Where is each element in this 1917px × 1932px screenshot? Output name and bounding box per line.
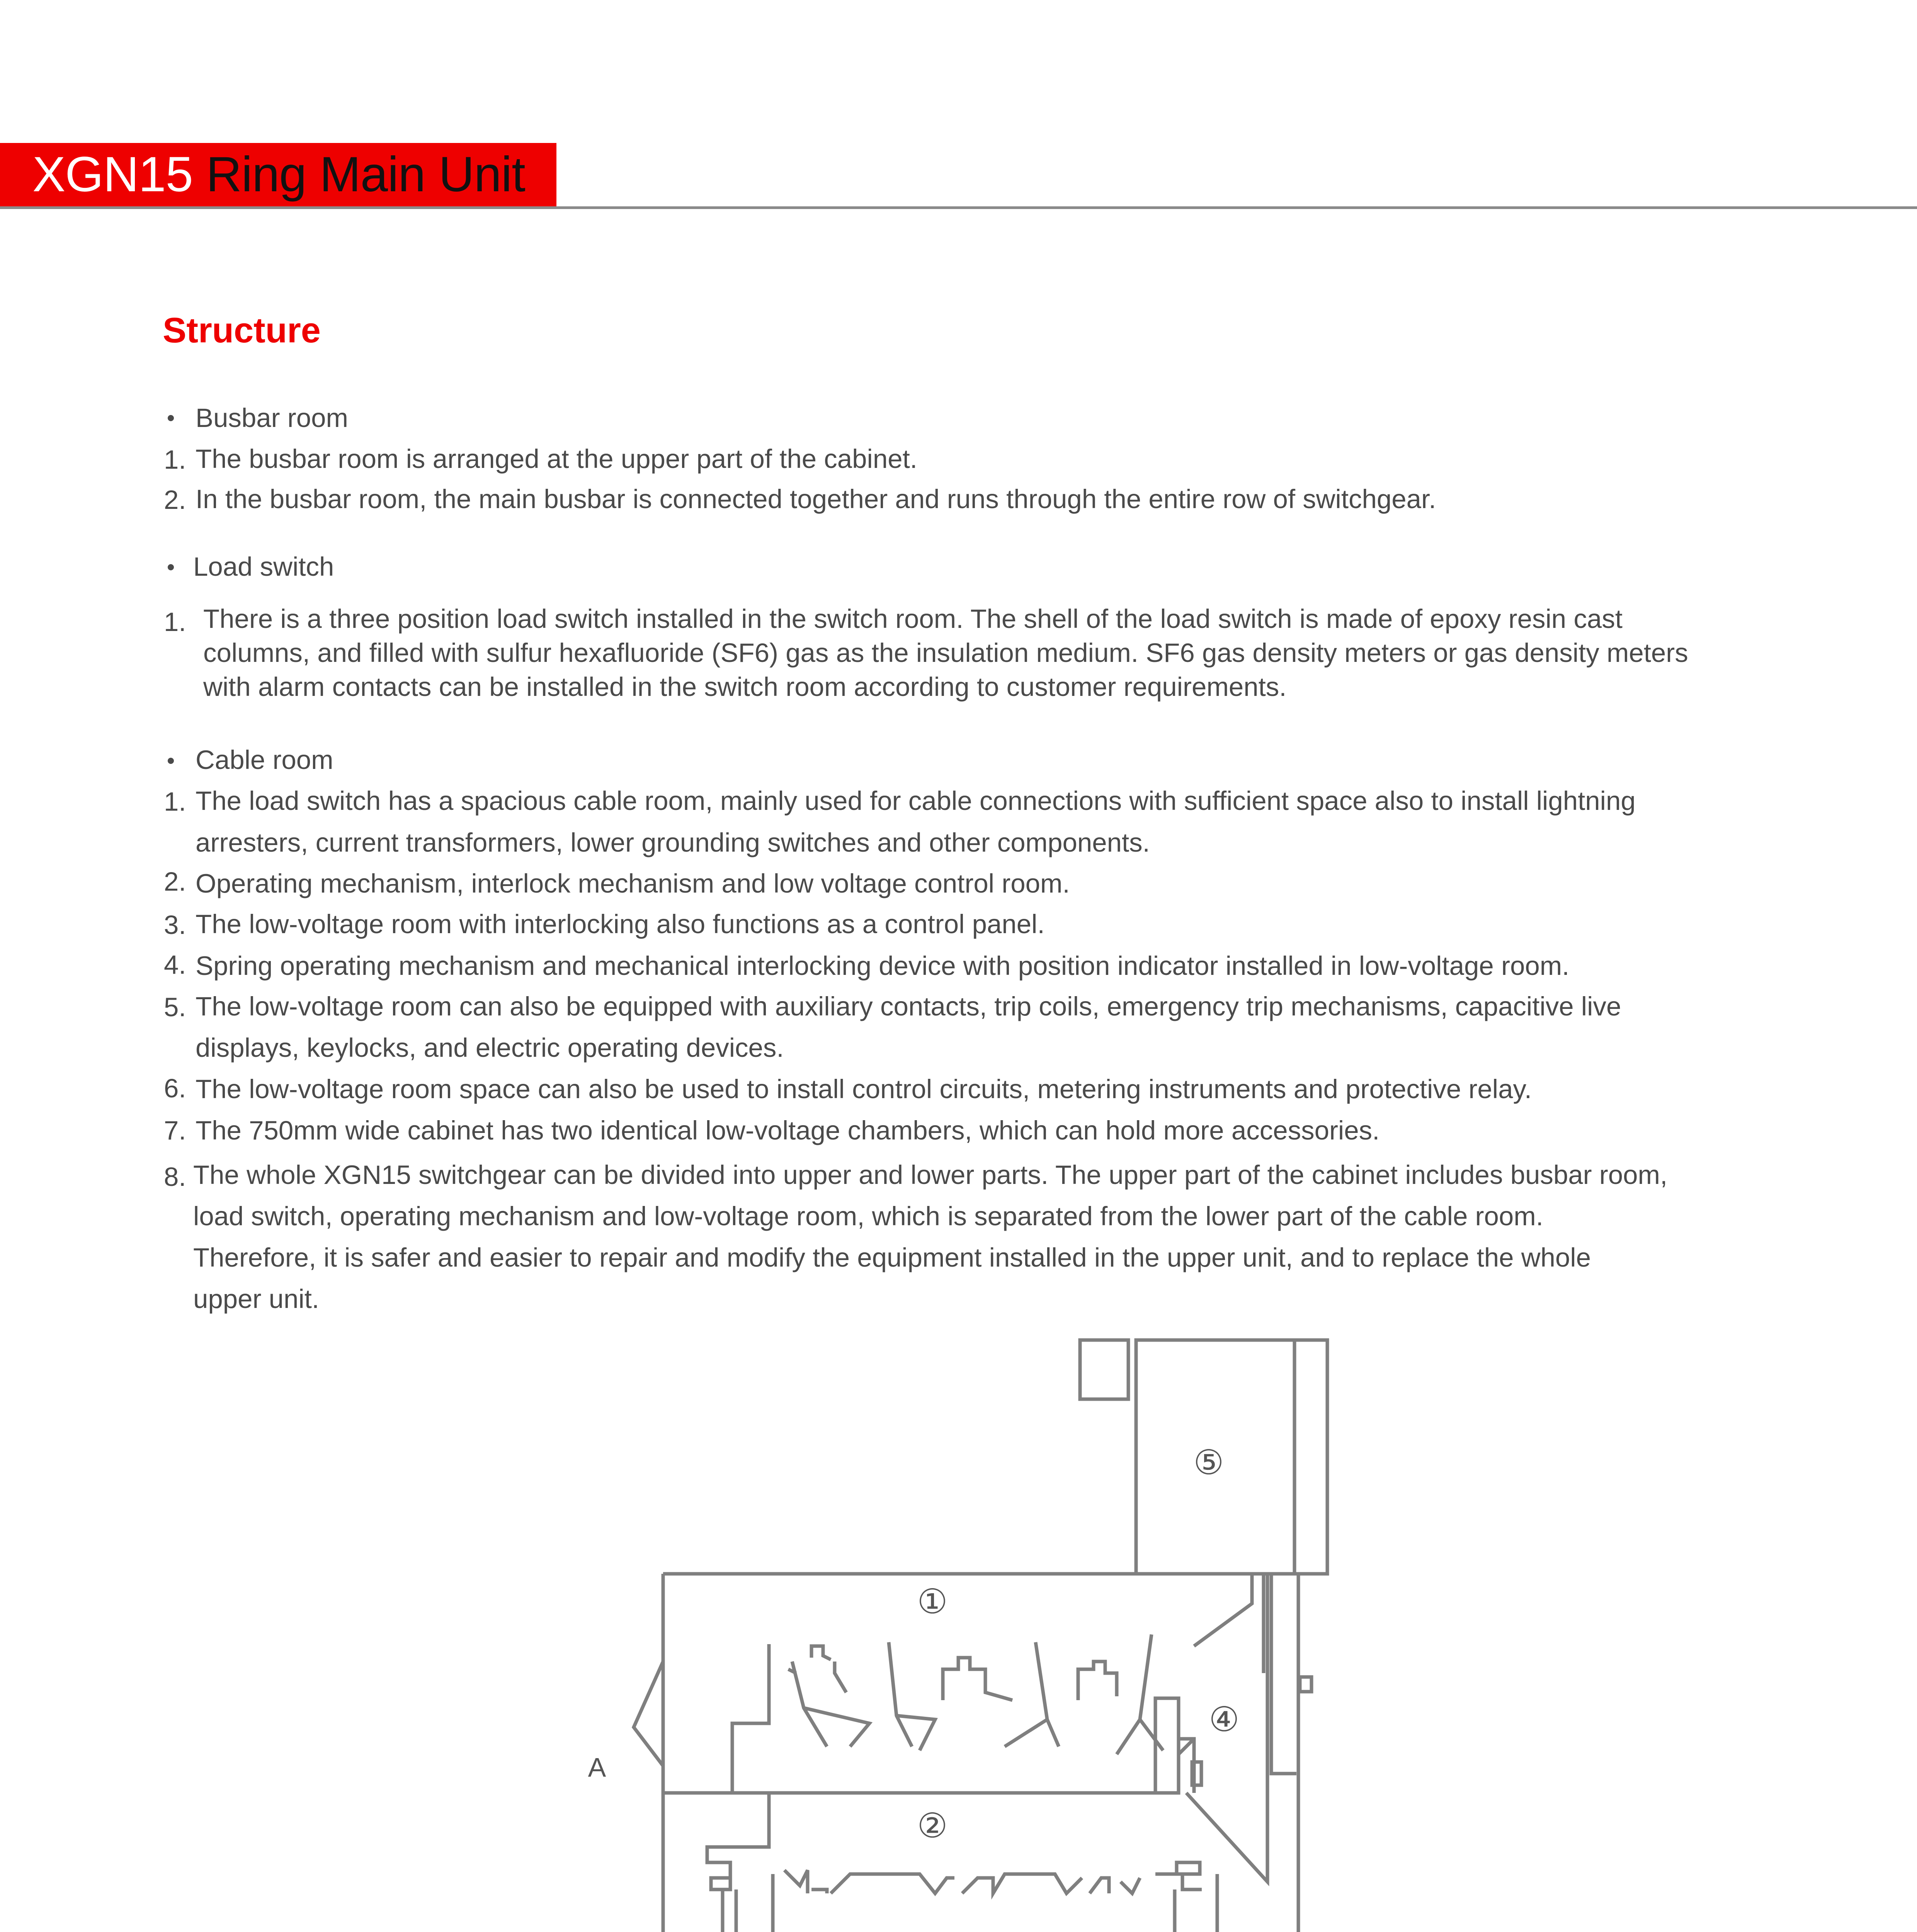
list-number: 1. <box>164 445 186 474</box>
list-number: 1. <box>164 607 186 637</box>
busbar-contact <box>792 1662 869 1747</box>
list-item: The busbar room is arranged at the upper part of the cabinet. <box>196 444 917 474</box>
switch-contact <box>962 1874 1082 1893</box>
busbar-room-inner <box>732 1644 769 1793</box>
list-item-line: There is a three position load switch installed in the switch room. The shell of the load switch is made of epoxy resin cast <box>203 604 1623 634</box>
list-item: In the busbar room, the main busbar is connected together and runs through the entire row of switchgear. <box>196 484 1436 514</box>
busbar-contact <box>1005 1642 1059 1747</box>
list-item-line: load switch, operating mechanism and low-voltage room, which is separated from the lower part of the cable room. <box>193 1201 1543 1231</box>
front-cover-a <box>634 1662 663 1766</box>
list-number: 2. <box>164 867 186 896</box>
list-number: 1. <box>164 787 186 816</box>
list-item-line: The low-voltage room space can also be used to install control circuits, metering instruments and protective relay. <box>196 1074 1532 1104</box>
mechanism-knob <box>1192 1762 1201 1785</box>
load-switch-frame <box>707 1793 769 1878</box>
list-item-line: upper unit. <box>193 1284 320 1314</box>
label-a: A <box>588 1752 606 1782</box>
list-number: 5. <box>164 992 186 1022</box>
list-item-line: The 750mm wide cabinet has two identical low-voltage chambers, which can hold more accessories. <box>196 1116 1380 1145</box>
list-item-line: Operating mechanism, interlock mechanism and low voltage control room. <box>196 869 1070 898</box>
left-insulator <box>711 1878 730 1889</box>
busbar-profile <box>943 1658 1012 1700</box>
switch-contact <box>831 1874 954 1893</box>
cable-room-heading: Cable room <box>196 745 333 775</box>
switch-blade <box>784 1870 827 1893</box>
busbar-contact <box>889 1642 935 1750</box>
left-insulator-body <box>711 1889 736 1932</box>
list-number: 7. <box>164 1116 186 1145</box>
busbar-profile <box>1078 1662 1117 1700</box>
callout-1: ① <box>917 1582 948 1621</box>
switch-contact <box>1090 1878 1140 1893</box>
list-number: 4. <box>164 950 186 980</box>
list-number: 6. <box>164 1073 186 1103</box>
title-product: Ring Main Unit <box>192 147 525 202</box>
list-number: 8. <box>164 1162 186 1192</box>
callout-4: ④ <box>1209 1699 1240 1739</box>
door-hinge <box>1300 1677 1311 1692</box>
switch-bottom-bar <box>748 1874 1217 1932</box>
list-item-line: Therefore, it is safer and easier to repair and modify the equipment installed in the upper unit, and to replace the whole <box>193 1243 1591 1272</box>
list-item-line: The whole XGN15 switchgear can be divided into upper and lower parts. The upper part of the cabinet includes busbar room, <box>193 1160 1668 1190</box>
list-item-line: arresters, current transformers, lower grounding switches and other components. <box>196 828 1150 857</box>
list-number: 2. <box>164 485 186 515</box>
load-switch-heading: Load switch <box>193 552 334 582</box>
low-voltage-room-box <box>1080 1340 1128 1399</box>
list-item-line: The low-voltage room with interlocking also functions as a control panel. <box>196 909 1045 939</box>
lv-door-panel <box>1294 1340 1327 1574</box>
list-item-line: The low-voltage room can also be equipped with auxiliary contacts, trip coils, emergency trip mechanisms, capacitive live <box>196 992 1621 1021</box>
list-item-line: Spring operating mechanism and mechanical interlocking device with position indicator installed in low-voltage room. <box>196 951 1570 981</box>
list-item-line: columns, and filled with sulfur hexafluoride (SF6) gas as the insulation medium. SF6 gas density meters or gas density meters <box>203 638 1688 668</box>
section-heading: Structure <box>163 311 321 350</box>
list-item-line: with alarm contacts can be installed in the switch room according to customer requirements. <box>203 672 1287 702</box>
list-item-line: displays, keylocks, and electric operating devices. <box>196 1033 784 1063</box>
right-insulator <box>1155 1874 1217 1932</box>
callout-5: ⑤ <box>1193 1442 1224 1482</box>
busbar-room-heading: Busbar room <box>196 403 348 433</box>
title-model: XGN15 <box>32 147 193 202</box>
callout-2: ② <box>917 1806 948 1845</box>
right-insulator-cap <box>1177 1862 1200 1874</box>
list-number: 3. <box>164 910 186 940</box>
list-item-line: The load switch has a spacious cable room, mainly used for cable connections with sufficient space also to install lightning <box>196 786 1636 816</box>
